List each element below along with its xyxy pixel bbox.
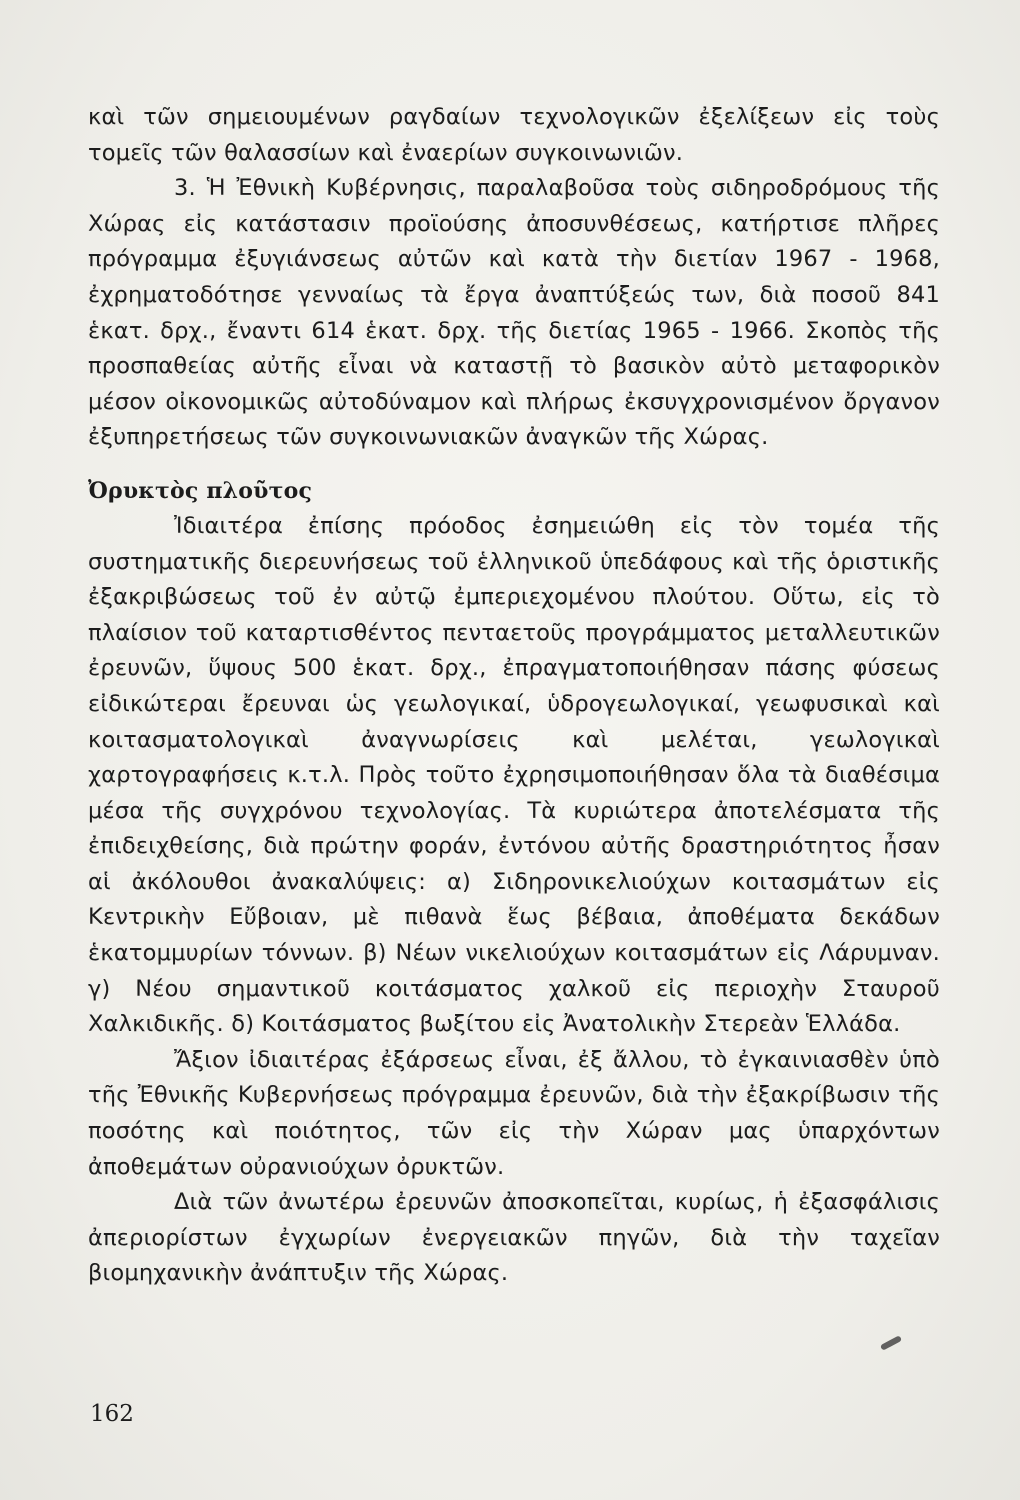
- page-number: 162: [90, 1401, 134, 1427]
- body-text: [88, 100, 940, 1292]
- paragraph-mineral-research: Ἰδιαιτέρα ἐπίσης πρόοδος ἐσημειώθη εἰς τὸν τομέα τῆς συστηματικῆς διερευνήσεως τοῦ ἑλληνικοῦ ὑπεδάφους καὶ τῆς ὁριστικῆς ἐξακριβώσεως τοῦ ἐν αὐτῷ ἐμπεριεχομένου πλούτου. Οὕτω, εἰς τὸ πλαίσιον τοῦ καταρτισθέντος πενταετοῦς προγράμματος μεταλλευτικῶν ἐρευνῶν, ὕψους 500 ἑκατ. δρχ., ἐπραγματοποιήθησαν πάσης φύσεως εἰδικώτεραι ἔρευναι ὡς γεωλογικαί, ὑδρογεωλογικαί, γεωφυσικαὶ καὶ κοιτασματολογικαὶ ἀναγνωρίσεις καὶ μελέται, γεωλογικαὶ χαρτογραφήσεις κ.τ.λ. Πρὸς τοῦτο ἐχρησιμοποιήθησαν ὅλα τὰ διαθέσιμα μέσα τῆς συγχρόνου τεχνολογίας. Τὰ κυριώτερα ἀποτελέσματα τῆς ἐπιδειχθείσης, διὰ πρώτην φοράν, ἐντόνου αὐτῆς δραστηριότητος ἦσαν αἱ ἀκόλουθοι ἀνακαλύψεις: α) Σιδηρονικελιούχων κοιτασμάτων εἰς Κεντρικὴν Εὔβοιαν, μὲ πιθανὰ ἕως βέβαια, ἀποθέματα δεκάδων ἑκατομμυρίων τόννων. β) Νέων νικελιούχων κοιτασμάτων εἰς Λάρυμναν. γ) Νέου σημαντικοῦ κοιτάσματος χαλκοῦ εἰς περιοχὴν Σταυροῦ Χαλκιδικῆς. δ) Κοιτάσματος βωξίτου εἰς Ἀνατολικὴν Στερεὰν Ἑλλάδα.: [88, 512, 940, 1038]
- paragraph-railways: 3. Ἡ Ἐθνικὴ Κυβέρνησις, παραλαβοῦσα τοὺς σιδηροδρόμους τῆς Χώρας εἰς κατάστασιν προϊούσης ἀποσυνθέσεως, κατήρτισε πλῆρες πρόγραμμα ἐξυγιάνσεως αὐτῶν καὶ κατὰ τὴν διετίαν 1967 - 1968, ἐχρηματοδότησε γενναίως τὰ ἔργα ἀναπτύξεώς των, διὰ ποσοῦ 841 ἑκατ. δρχ., ἔναντι 614 ἑκατ. δρχ. τῆς διετίας 1965 - 1966. Σκοπὸς τῆς προσπαθείας αὐτῆς εἶναι νὰ καταστῇ τὸ βασικὸν αὐτὸ μεταφορικὸν μέσον οἰκονομικῶς αὐτοδύναμον καὶ πλήρως ἐκσυγχρονισμένον ὄργανον ἐξυπηρετήσεως τῶν συγκοινωνιακῶν ἀναγκῶν τῆς Χώρας.: [88, 175, 940, 451]
- ink-mark: [880, 1335, 902, 1351]
- paragraph-uranium: Ἄξιον ἰδιαιτέρας ἐξάρσεως εἶναι, ἐξ ἄλλου, τὸ ἐγκαινιασθὲν ὑπὸ τῆς Ἐθνικῆς Κυβερνήσεως πρόγραμμα ἐρευνῶν, διὰ τὴν ἐξακρίβωσιν τῆς ποσότης καὶ ποιότητος, τῶν εἰς τὴν Χώραν μας ὑπαρχόντων ἀποθεμάτων οὐρανιούχων ὀρυκτῶν.: [88, 1046, 940, 1180]
- paragraph-energy-sources: Διὰ τῶν ἀνωτέρω ἐρευνῶν ἀποσκοπεῖται, κυρίως, ἡ ἐξασφάλισις ἀπεριορίστων ἐγχωρίων ἐνεργειακῶν πηγῶν, διὰ τὴν ταχεῖαν βιομηχανικὴν ἀνάπτυξιν τῆς Χώρας.: [88, 1189, 940, 1287]
- section-heading: Ὀρυκτὸς πλοῦτος: [88, 477, 313, 504]
- paragraph-continuation: καὶ τῶν σημειουμένων ραγδαίων τεχνολογικῶν ἐξελίξεων εἰς τοὺς τομεῖς τῶν θαλασσίων καὶ ἐναερίων συγκοινωνιῶν.: [88, 104, 940, 166]
